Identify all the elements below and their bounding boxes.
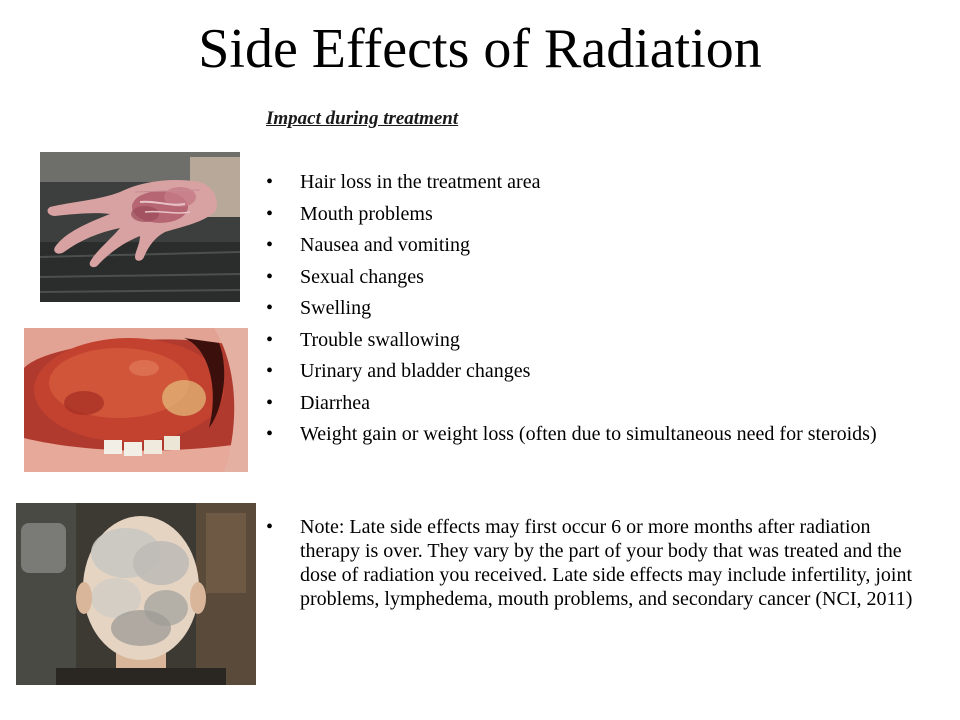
- note-text: • Note: Late side effects may first occur 6 or more months after radiation therapy is over. They vary by the part of your body that was treated and the dose of radiation you received. Late side effects may include infertility, joint problems, lymphedema, mouth problems, and secondary cancer (NCI, 2011): [258, 515, 918, 611]
- photo-mouth-sores: [24, 328, 248, 472]
- bullet-item: • Diarrhea: [258, 391, 918, 415]
- slide-title: Side Effects of Radiation: [198, 18, 762, 80]
- photo-hand-radiation-burn: [40, 152, 240, 302]
- bullet-item: • Nausea and vomiting: [258, 233, 918, 257]
- section-subheading: Impact during treatment: [266, 108, 459, 129]
- bullet-item: • Swelling: [258, 296, 918, 320]
- side-effects-list: [258, 170, 918, 454]
- bullet-item: • Sexual changes: [258, 265, 918, 289]
- bullet-item: • Hair loss in the treatment area: [258, 170, 918, 194]
- photo-head-hair-loss: [16, 503, 256, 685]
- bullet-item: • Mouth problems: [258, 202, 918, 226]
- bullet-item: • Urinary and bladder changes: [258, 359, 918, 383]
- bullet-item: • Weight gain or weight loss (often due to simultaneous need for steroids): [258, 422, 918, 446]
- late-effects-note: [258, 515, 918, 611]
- bullet-item: • Trouble swallowing: [258, 328, 918, 352]
